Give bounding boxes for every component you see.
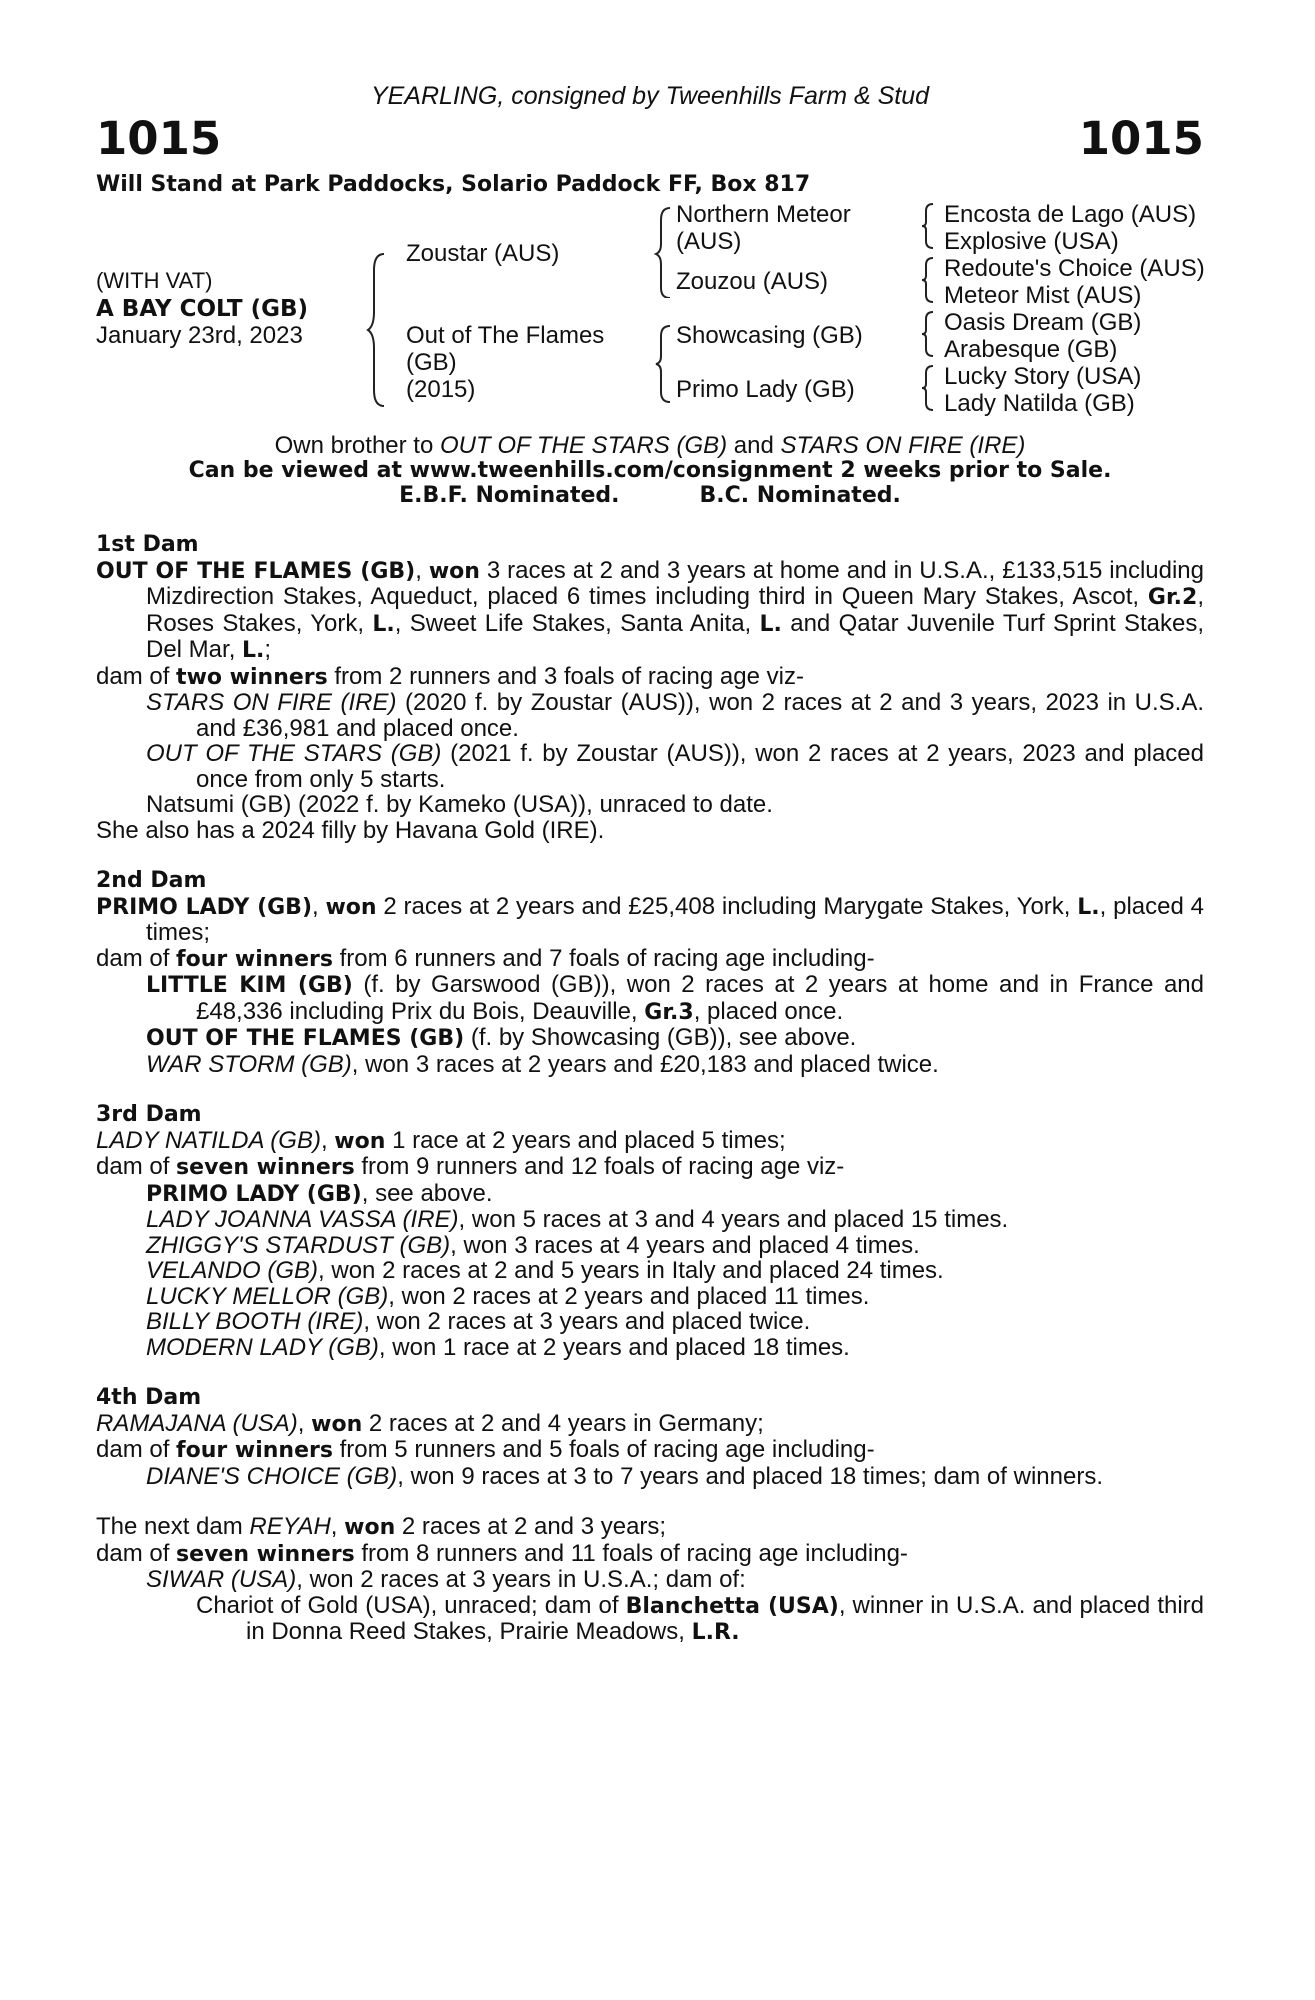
first-dam-heading: 1st Dam: [96, 532, 199, 557]
fourth-dam-produce-summary: dam of four winners from 5 runners and 5 foals of racing age including-: [96, 1436, 875, 1463]
list-item: LUCKY MELLOR (GB), won 2 races at 2 years and placed 11 times.: [146, 1282, 870, 1310]
list-item: LITTLE KIM (GB) (f. by Garswood (GB)), won 2 races at 2 years at home and in France and £48,336 including Prix du Bois, Deauville, Gr.3, placed once.: [146, 971, 1204, 1025]
list-item: OUT OF THE STARS (GB) (2021 f. by Zoustar (AUS)), won 2 races at 2 years, 2023 and placed once from only 5 starts.: [146, 740, 1205, 793]
granddam-line-5: Oasis Dream (GB): [944, 309, 1142, 336]
catalogue-page: [96, 0, 1204, 2000]
lot-number-left: 1015: [96, 112, 222, 165]
granddam-line-7: Lucky Story (USA): [944, 363, 1142, 390]
granddam-line-1: Encosta de Lago (AUS): [944, 201, 1197, 228]
pedigree-brace-main: [366, 250, 388, 410]
dam-name-line2: (GB): [406, 349, 457, 376]
sire-sire-line2: (AUS): [676, 228, 742, 255]
list-item: OUT OF THE FLAMES (GB) (f. by Showcasing (GB)), see above.: [146, 1024, 857, 1051]
granddam-line-6: Arabesque (GB): [944, 336, 1118, 363]
viewing-note: Can be viewed at www.tweenhills.com/consignment 2 weeks prior to Sale.: [188, 458, 1112, 483]
list-item: BILLY BOOTH (IRE), won 2 races at 3 years and placed twice.: [146, 1308, 811, 1335]
pedigree-brace-g2: [920, 256, 936, 304]
list-item: MODERN LADY (GB), won 1 race at 2 years and placed 18 times.: [146, 1333, 850, 1361]
second-dam-record: PRIMO LADY (GB), won 2 races at 2 years and £25,408 including Marygate Stakes, York, L., placed 4 times;: [96, 892, 1204, 946]
first-dam-filly-note: She also has a 2024 filly by Havana Gold (IRE).: [96, 816, 605, 844]
fourth-dam-record: RAMAJANA (USA), won 2 races at 2 and 4 years in Germany;: [96, 1409, 764, 1437]
next-dam-record: The next dam REYAH, won 2 races at 2 and 3 years;: [96, 1513, 667, 1540]
sire: Zoustar (AUS): [406, 240, 560, 267]
list-item: Natsumi (GB) (2022 f. by Kameko (USA)), unraced to date.: [146, 791, 773, 818]
horse-name: A BAY COLT (GB): [96, 296, 309, 322]
pedigree-brace-dam: [654, 324, 674, 404]
sire-sire-line1: Northern Meteor: [676, 201, 851, 228]
pedigree-brace-g3: [920, 310, 936, 358]
pedigree-brace-sire: [654, 206, 674, 298]
list-item: STARS ON FIRE (IRE) (2020 f. by Zoustar (AUS)), won 2 races at 2 and 3 years, 2023 in U.S.A. and £36,981 and placed once.: [146, 689, 1205, 742]
first-dam-record: OUT OF THE FLAMES (GB), won 3 races at 2 and 3 years at home and in U.S.A., £133,515 including Mizdirection Stakes, Aqueduct, placed 6 times including third in Queen Mary Stakes, Ascot, Gr.2, Roses Stakes, York, L., Sweet Life Stakes, Santa Anita, L. and Qatar Juvenile Turf Sprint Stakes, Del Mar, L.;: [96, 556, 1204, 663]
foaling-date: January 23rd, 2023: [96, 322, 303, 349]
pedigree-brace-g1: [920, 202, 936, 250]
second-dam-produce-summary: dam of four winners from 6 runners and 7 foals of racing age including-: [96, 944, 875, 972]
sire-dam: Zouzou (AUS): [676, 268, 829, 295]
second-dam-heading: 2nd Dam: [96, 868, 207, 893]
first-dam-produce-summary: dam of two winners from 2 runners and 3 foals of racing age viz-: [96, 662, 804, 690]
list-item: DIANE'S CHOICE (GB), won 9 races at 3 to 7 years and placed 18 times; dam of winners.: [146, 1462, 1103, 1490]
dam-sire: Showcasing (GB): [676, 322, 863, 349]
dam-foaled-year: (2015): [406, 376, 476, 403]
list-item: SIWAR (USA), won 2 races at 3 years in U.S.A.; dam of:: [146, 1566, 746, 1593]
list-item: Chariot of Gold (USA), unraced; dam of Blanchetta (USA), winner in U.S.A. and placed third in Donna Reed Stakes, Prairie Meadows, L.R.: [196, 1591, 1205, 1645]
bc-nomination: B.C. Nominated.: [699, 483, 901, 508]
granddam-line-8: Lady Natilda (GB): [944, 390, 1135, 417]
ebf-nomination: E.B.F. Nominated.: [399, 483, 620, 508]
dam-dam: Primo Lady (GB): [676, 376, 855, 403]
stand-location: Will Stand at Park Paddocks, Solario Paddock FF, Box 817: [96, 172, 811, 197]
third-dam-produce-summary: dam of seven winners from 9 runners and 12 foals of racing age viz-: [96, 1153, 845, 1180]
granddam-line-4: Meteor Mist (AUS): [944, 282, 1142, 309]
list-item: VELANDO (GB), won 2 races at 2 and 5 years in Italy and placed 24 times.: [146, 1257, 944, 1284]
lot-number-right: 1015: [1078, 112, 1204, 165]
list-item: LADY JOANNA VASSA (IRE), won 5 races at 3 and 4 years and placed 15 times.: [146, 1206, 1009, 1233]
granddam-line-3: Redoute's Choice (AUS): [944, 255, 1205, 282]
list-item: WAR STORM (GB), won 3 races at 2 years and £20,183 and placed twice.: [146, 1050, 939, 1078]
produce-record: [96, 532, 1204, 1646]
third-dam-heading: 3rd Dam: [96, 1102, 202, 1127]
granddam-line-2: Explosive (USA): [944, 228, 1119, 255]
third-dam-record: LADY NATILDA (GB), won 1 race at 2 years and placed 5 times;: [96, 1126, 786, 1154]
next-dam-produce-summary: dam of seven winners from 8 runners and 11 foals of racing age including-: [96, 1539, 908, 1567]
list-item: PRIMO LADY (GB), see above.: [146, 1179, 493, 1207]
consignment-line: YEARLING, consigned by Tweenhills Farm & Stud: [370, 82, 930, 110]
dam-name-line1: Out of The Flames: [406, 322, 605, 349]
list-item: ZHIGGY'S STARDUST (GB), won 3 races at 4 years and placed 4 times.: [146, 1231, 920, 1259]
own-brother-note: Own brother to OUT OF THE STARS (GB) and STARS ON FIRE (IRE): [274, 432, 1026, 459]
pedigree-brace-g4: [920, 364, 936, 412]
vat-label: (WITH VAT): [96, 268, 213, 293]
nominations: [96, 483, 1204, 509]
fourth-dam-heading: 4th Dam: [96, 1385, 202, 1410]
